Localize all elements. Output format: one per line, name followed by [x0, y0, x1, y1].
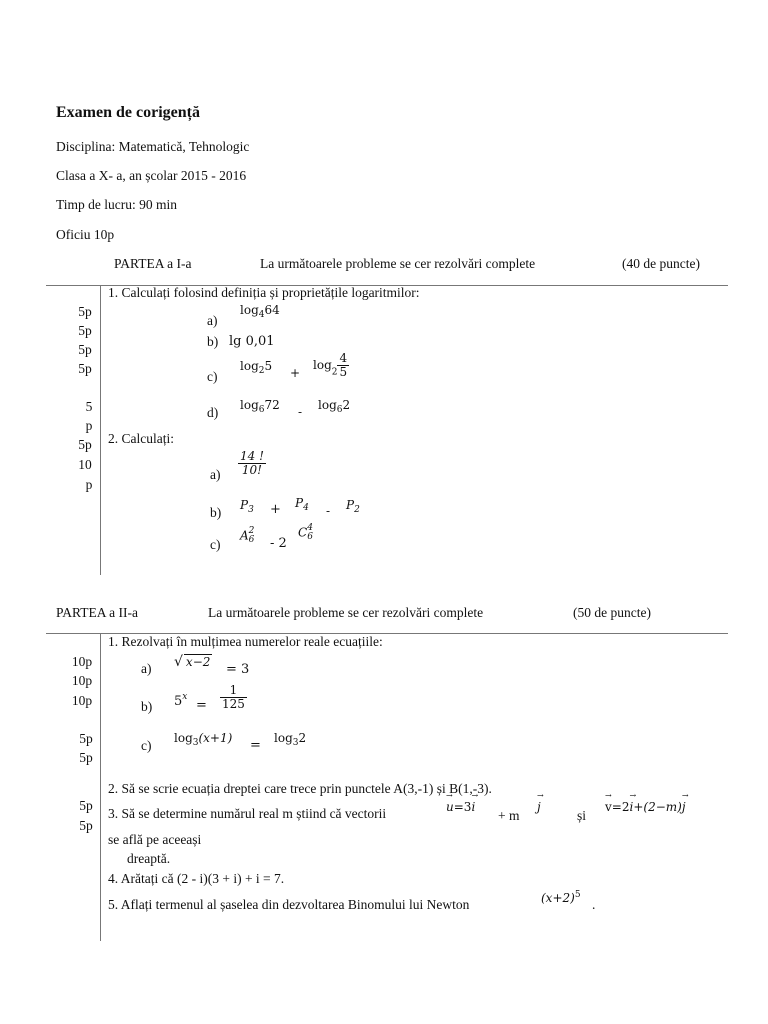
unit-i-symbol: → i: [629, 800, 633, 814]
denominator: 5: [339, 364, 348, 379]
p2-q1-b-fraction: [220, 684, 247, 710]
p1-q2-c-arrangement: [240, 527, 254, 544]
combination-indices: [307, 524, 313, 541]
perm-index: 4: [303, 503, 309, 513]
p1-q1-d-operator: -: [298, 405, 303, 419]
vector-u-coeff: =3: [453, 800, 472, 814]
part1-points: (40 de puncte): [622, 256, 700, 271]
log-base: 2: [258, 366, 265, 376]
class-year-line: Clasa a X- a, an școlar 2015 - 2016: [56, 168, 247, 183]
part2-instruction: La următoarele probleme se cer rezolvări complete: [208, 605, 484, 620]
log-base: 2: [331, 367, 338, 378]
unit-i-symbol: → i: [471, 800, 475, 814]
binomial-power: 5: [574, 890, 581, 900]
p2-q1-b-label: b): [141, 699, 153, 714]
log-symbol: log: [318, 398, 337, 412]
vector-v-coeff-j: +(2−m): [633, 800, 682, 814]
p1-q1-c-label: c): [207, 369, 218, 384]
score: 10: [78, 457, 92, 472]
p2-q1-c-eq: =: [250, 738, 261, 753]
unit-j-symbol: → j: [682, 800, 686, 814]
fraction: [238, 450, 266, 476]
exam-title: Examen de corigență: [56, 104, 200, 121]
radicand: x−2: [185, 655, 211, 669]
p1-q1-a-label: a): [207, 313, 218, 328]
vector-v-symbol: → v: [605, 800, 612, 814]
log-symbol: log: [240, 303, 259, 317]
score: 5p: [79, 818, 93, 833]
p1-q1-text: 1. Calculați folosind definiția și proprietățile logaritmilor:: [108, 285, 420, 300]
p2-q3-v-vector: [605, 800, 686, 814]
p1-q1-a-expr: [240, 303, 280, 320]
p2-q5-end: .: [592, 897, 596, 912]
score: 5p: [78, 304, 92, 319]
log-symbol: log: [313, 358, 332, 373]
fraction: [220, 684, 247, 710]
part1-instruction: La următoarele probleme se cer rezolvări complete: [260, 256, 536, 271]
score: p: [85, 477, 93, 492]
log-argument: 64: [264, 303, 280, 317]
upper-index: 4: [307, 523, 313, 533]
log-base: 4: [258, 310, 265, 320]
log-argument: 72: [264, 398, 280, 412]
p1-q2-a-expr: [238, 450, 266, 476]
log-base: 3: [292, 738, 299, 748]
p2-q3-text: 3. Să se determine numărul real m știind că vectorii: [108, 806, 387, 821]
fraction: [337, 352, 349, 378]
p2-q1-b-eq: =: [196, 698, 207, 713]
office-line: Oficiu 10p: [56, 227, 115, 242]
log-base: 6: [336, 405, 343, 415]
p1-q1-b-expr: lg 0,01: [229, 334, 275, 349]
score: p: [85, 418, 93, 433]
score: 10p: [71, 693, 93, 708]
numerator: 14 !: [240, 449, 264, 463]
power-exponent: x: [182, 692, 188, 702]
lower-index: 6: [248, 534, 255, 545]
p2-q2-text: 2. Să se scrie ecuația dreptei care trece prin punctele A(3,-1) și B(1,-3).: [108, 781, 492, 796]
log-symbol: log: [174, 731, 193, 745]
p2-q1-c-rhs: [274, 731, 306, 748]
part2-heading: PARTEA a II-a: [56, 605, 138, 620]
p2-q1-c-lhs: [174, 731, 232, 748]
combination-symbol: C: [298, 525, 308, 540]
perm-symbol: P: [295, 496, 304, 510]
p1-q2-b-p2: [295, 496, 309, 513]
p1-q2-c-label: c): [210, 537, 221, 552]
score: 5: [85, 399, 93, 414]
part1-heading: PARTEA a I-a: [114, 256, 192, 271]
p1-q1-d-term2: [318, 398, 350, 415]
denominator: 10!: [241, 462, 262, 477]
score: 5p: [78, 437, 92, 452]
perm-symbol: P: [240, 498, 249, 512]
p2-q3-cont2: dreaptă.: [127, 851, 171, 866]
p2-q3-cont1: se află pe aceeași: [108, 832, 202, 847]
log-base: 3: [192, 738, 199, 748]
perm-symbol: P: [346, 498, 355, 512]
denominator: 125: [222, 696, 245, 711]
log-symbol: log: [240, 359, 259, 373]
p1-q1-c-operator: +: [290, 366, 301, 380]
p2-q1-a-rhs: = 3: [226, 662, 250, 677]
p2-q1-b-power: [174, 692, 187, 709]
binomial-base: (x+2): [541, 891, 575, 905]
discipline-line: Disciplina: Matematică, Tehnologic: [56, 139, 250, 154]
arrangement-indices: [249, 527, 255, 544]
p2-q1-a-label: a): [141, 661, 152, 676]
numerator: 1: [220, 684, 247, 698]
numerator: 4: [339, 351, 348, 365]
p2-q3-and: și: [577, 808, 587, 823]
score: 10p: [71, 673, 93, 688]
score: 5p: [79, 750, 93, 765]
perm-index: 3: [248, 505, 254, 515]
score: 5p: [78, 361, 92, 376]
score: 10p: [71, 654, 93, 669]
p1-q2-c-combination: [298, 524, 313, 541]
unit-j-symbol: → j: [537, 800, 541, 814]
score: 5p: [78, 342, 92, 357]
p2-q3-u-vector: [446, 800, 475, 814]
p1-q1-c-term2: [313, 352, 349, 378]
p1-q1-c-term1: [240, 359, 272, 376]
log-symbol: log: [274, 731, 293, 745]
p1-q2-b-label: b): [210, 505, 222, 520]
log-argument: 2: [298, 731, 307, 745]
log-symbol: log: [240, 398, 259, 412]
score: 5p: [78, 323, 92, 338]
p1-q1-d-term1: [240, 398, 280, 415]
log-argument: (x+1): [198, 731, 233, 745]
p2-q5-text: 5. Aflați termenul al șaselea din dezvoltarea Binomului lui Newton: [108, 897, 470, 912]
p1-q2-c-op: - 2: [270, 536, 287, 551]
p1-q2-b-p3: [346, 498, 360, 515]
time-line: Timp de lucru: 90 min: [56, 197, 178, 212]
log-argument: 5: [264, 359, 273, 373]
upper-index: 2: [248, 526, 255, 536]
p1-q2-b-op2: -: [326, 504, 331, 518]
p2-q1-c-label: c): [141, 738, 152, 753]
p1-q1-d-label: d): [207, 405, 219, 420]
p1-q2-text: 2. Calculați:: [108, 431, 174, 446]
p1-q2-b-p1: [240, 498, 254, 515]
p2-q3-plus-m: + m: [498, 808, 520, 823]
arrangement-symbol: A: [240, 528, 249, 543]
p1-q1-b-label: b): [207, 334, 219, 349]
p1-q2-b-op1: +: [270, 502, 281, 517]
score: 5p: [79, 731, 93, 746]
p2-q4-text: 4. Arătați că (2 - i)(3 + i) + i = 7.: [108, 871, 285, 886]
score: 5p: [79, 798, 93, 813]
lower-index: 6: [307, 531, 313, 542]
part2-points: (50 de puncte): [573, 605, 651, 620]
p2-q5-binomial: [541, 890, 581, 905]
p2-q1-text: 1. Rezolvați în mulțimea numerelor reale ecuațiile:: [108, 634, 383, 649]
log-base: 6: [258, 405, 265, 415]
p1-q2-a-label: a): [210, 467, 221, 482]
log-argument: 2: [342, 398, 351, 412]
vector-v-coeff: =2: [611, 800, 630, 814]
vector-u-symbol: → u: [446, 800, 454, 814]
part2-column-rule: [100, 633, 101, 941]
perm-index: 2: [354, 505, 360, 515]
power-base: 5: [174, 694, 183, 709]
p2-q1-a-expr: [174, 654, 212, 670]
radical-icon: √: [174, 654, 183, 670]
p2-q3-j-vector: [537, 800, 541, 814]
